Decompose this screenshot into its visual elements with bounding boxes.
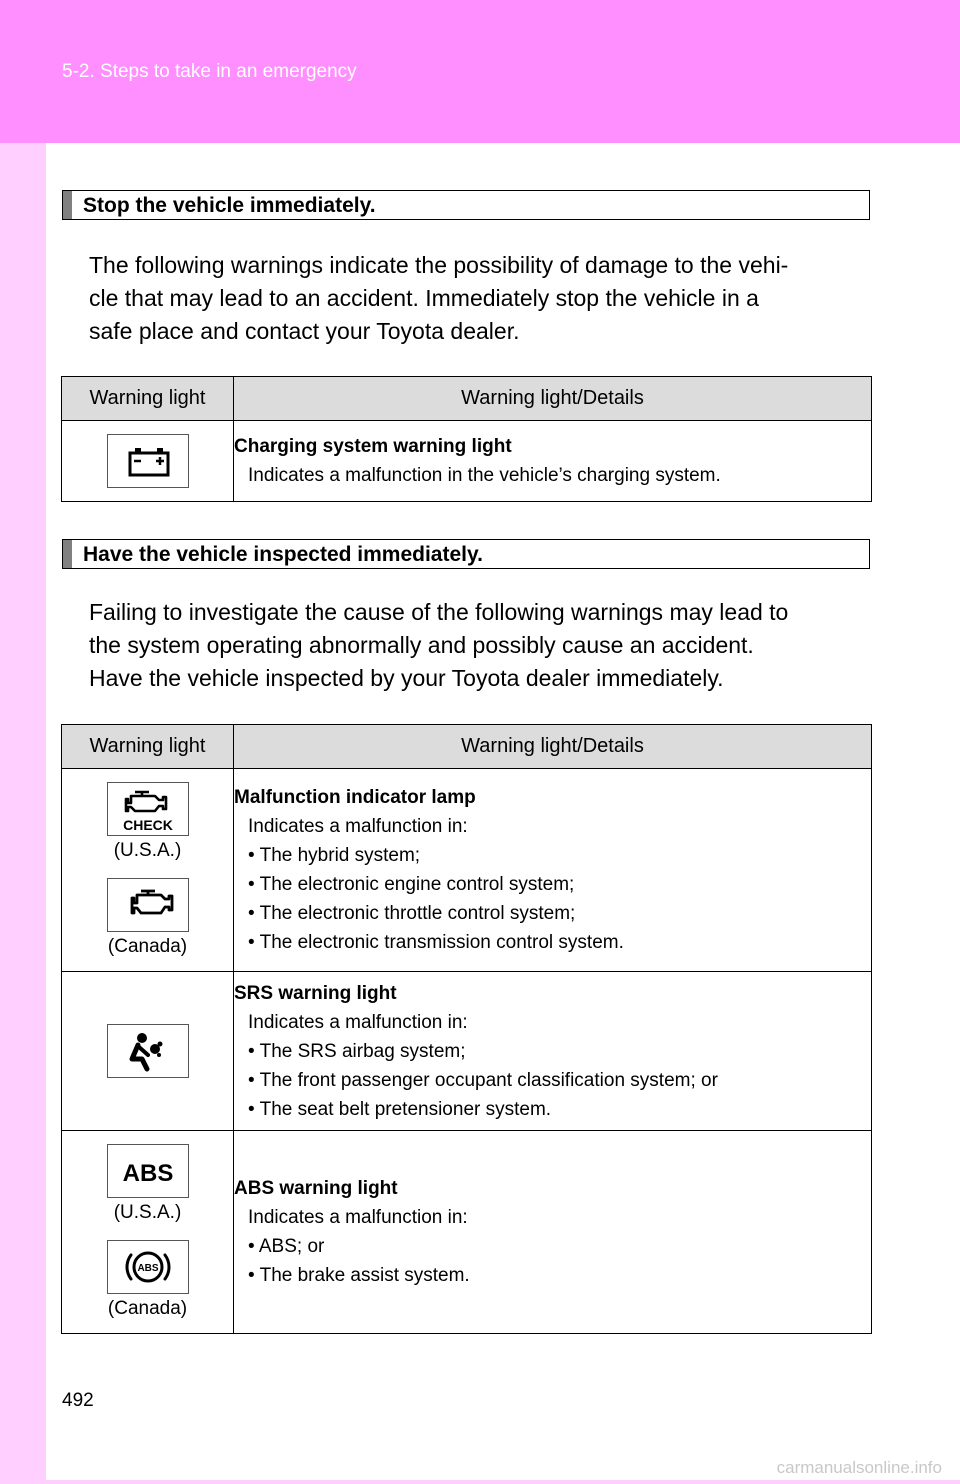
abs-icon-text: ABS — [122, 1160, 173, 1187]
warning-title: Charging system warning light — [234, 436, 512, 457]
paragraph-line: Failing to investigate the cause of the following warnings may lead to — [89, 599, 789, 625]
warning-title: Malfunction indicator lamp — [234, 787, 476, 808]
table-row — [62, 421, 872, 502]
warning-title: ABS warning light — [234, 1178, 398, 1199]
engine-icon — [107, 878, 189, 932]
column-header: Warning light — [62, 725, 234, 769]
warning-title: SRS warning light — [234, 982, 397, 1004]
section-heading-title: Stop the vehicle immediately. — [83, 194, 376, 217]
details-cell — [234, 972, 872, 1131]
detail-line: • The electronic transmission control system. — [248, 932, 624, 953]
details-cell — [234, 769, 872, 972]
table-row — [62, 1131, 872, 1334]
column-header: Warning light — [62, 377, 234, 421]
srs-airbag-icon — [107, 1024, 189, 1078]
region-label: (U.S.A.) — [113, 1202, 182, 1223]
section-header: 5-2. Steps to take in an emergency — [62, 61, 357, 82]
region-label: (Canada) — [107, 936, 188, 957]
abs-text-icon — [107, 1144, 189, 1198]
header-band — [0, 0, 960, 143]
detail-line: • The front passenger occupant classification system; or — [248, 1069, 718, 1091]
check-engine-icon — [107, 782, 189, 836]
paragraph-line: Have the vehicle inspected by your Toyota dealer immediately. — [89, 665, 724, 691]
detail-line: • The electronic throttle control system; — [248, 903, 576, 924]
region-label: (Canada) — [107, 1298, 188, 1319]
detail-line: Indicates a malfunction in: — [248, 816, 468, 837]
detail-line: • ABS; or — [248, 1236, 325, 1257]
details-cell — [234, 1131, 872, 1334]
section2-paragraph — [89, 596, 866, 695]
page-number: 492 — [62, 1390, 94, 1411]
column-header: Warning light/Details — [234, 725, 872, 769]
paragraph-line: the system operating abnormally and possibly cause an accident. — [89, 632, 754, 658]
section-heading-inspect — [62, 539, 870, 569]
detail-line: • The brake assist system. — [248, 1265, 470, 1286]
section1-paragraph — [89, 249, 866, 348]
section-heading-marker — [63, 540, 72, 568]
column-header: Warning light/Details — [234, 377, 872, 421]
section-heading-title: Have the vehicle inspected immediately. — [83, 543, 483, 566]
warning-table-stop — [61, 376, 872, 502]
table-row — [62, 972, 872, 1131]
section-heading-marker — [63, 191, 72, 219]
section-heading-stop — [62, 190, 870, 220]
detail-line: Indicates a malfunction in the vehicle’s charging system. — [248, 465, 721, 486]
detail-line: • The SRS airbag system; — [248, 1040, 466, 1062]
details-cell — [234, 421, 872, 502]
side-band — [0, 143, 46, 1484]
icon-cell — [62, 972, 234, 1131]
detail-line: • The hybrid system; — [248, 845, 421, 866]
watermark: carmanualsonline.info — [776, 1458, 942, 1477]
bottom-band — [0, 1480, 960, 1484]
abs-circle-icon — [107, 1240, 189, 1294]
check-icon-text: CHECK — [122, 817, 173, 833]
table-header-row — [62, 377, 872, 421]
detail-line: • The seat belt pretensioner system. — [248, 1098, 552, 1120]
abs-circle-icon-text: ABS — [136, 1263, 159, 1274]
region-label: (U.S.A.) — [113, 840, 182, 861]
detail-line: Indicates a malfunction in: — [248, 1011, 468, 1033]
paragraph-line: The following warnings indicate the possibility of damage to the vehi- — [89, 252, 789, 278]
table-row — [62, 769, 872, 972]
icon-cell — [62, 421, 234, 502]
detail-line: Indicates a malfunction in: — [248, 1207, 468, 1228]
table-header-row — [62, 725, 872, 769]
icon-cell — [62, 769, 234, 972]
detail-line: • The electronic engine control system; — [248, 874, 575, 895]
warning-table-inspect — [61, 724, 872, 1334]
paragraph-line: safe place and contact your Toyota dealer. — [89, 318, 520, 344]
battery-icon — [107, 434, 189, 488]
icon-cell — [62, 1131, 234, 1334]
paragraph-line: cle that may lead to an accident. Immediately stop the vehicle in a — [89, 285, 759, 311]
